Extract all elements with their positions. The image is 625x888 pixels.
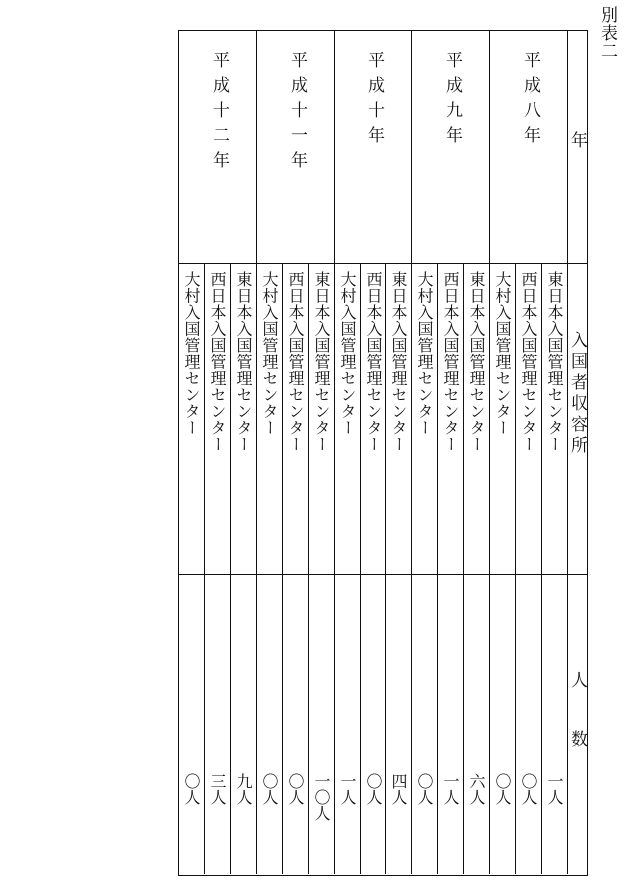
count-value: 四人 bbox=[389, 773, 408, 805]
facility-name: 大村入国管理センター bbox=[338, 271, 357, 436]
facility-name: 大村入国管理センター bbox=[260, 271, 279, 436]
count-value: 九人 bbox=[234, 773, 253, 805]
facility-name: 東日本入国管理センター bbox=[389, 271, 408, 453]
count-value: 〇人 bbox=[260, 773, 279, 805]
count-value: 〇人 bbox=[182, 773, 201, 805]
row-divider-count bbox=[179, 574, 587, 575]
count-value: 〇人 bbox=[519, 773, 538, 805]
year-label: 平成九年 bbox=[442, 51, 462, 151]
facility-name: 西日本入国管理センター bbox=[286, 271, 305, 453]
count-value: 〇人 bbox=[493, 773, 512, 805]
year-label: 平成十一年 bbox=[287, 51, 307, 176]
header-facility: 入国者収容所 bbox=[567, 331, 587, 457]
header-year: 年 bbox=[567, 131, 587, 148]
facility-name: 東日本入国管理センター bbox=[545, 271, 564, 453]
facility-name: 大村入国管理センター bbox=[182, 271, 201, 436]
count-value: 〇人 bbox=[415, 773, 434, 805]
count-value: 一人 bbox=[545, 773, 564, 805]
count-value: 一人 bbox=[338, 773, 357, 805]
facility-name: 西日本入国管理センター bbox=[441, 271, 460, 453]
count-value: 〇人 bbox=[364, 773, 383, 805]
count-value: 三人 bbox=[208, 773, 227, 805]
year-label: 平成十二年 bbox=[209, 51, 229, 176]
annex-label: 別表二 bbox=[597, 6, 617, 60]
facility-name: 大村入国管理センター bbox=[493, 271, 512, 436]
year-label: 平成八年 bbox=[520, 51, 540, 151]
facility-name: 東日本入国管理センター bbox=[467, 271, 486, 453]
year-label: 平成十年 bbox=[364, 51, 384, 151]
facility-name: 東日本入国管理センター bbox=[312, 271, 331, 453]
count-value: 一人 bbox=[441, 773, 460, 805]
count-value: 〇人 bbox=[286, 773, 305, 805]
facility-name: 西日本入国管理センター bbox=[519, 271, 538, 453]
header-count: 人数 bbox=[567, 671, 587, 789]
facility-name: 西日本入国管理センター bbox=[364, 271, 383, 453]
facility-name: 西日本入国管理センター bbox=[208, 271, 227, 453]
facility-name: 東日本入国管理センター bbox=[234, 271, 253, 453]
facility-name: 大村入国管理センター bbox=[415, 271, 434, 436]
row-divider-header bbox=[179, 263, 587, 264]
count-value: 六人 bbox=[467, 773, 486, 805]
detention-table bbox=[178, 30, 588, 876]
count-value: 一〇人 bbox=[312, 773, 331, 821]
